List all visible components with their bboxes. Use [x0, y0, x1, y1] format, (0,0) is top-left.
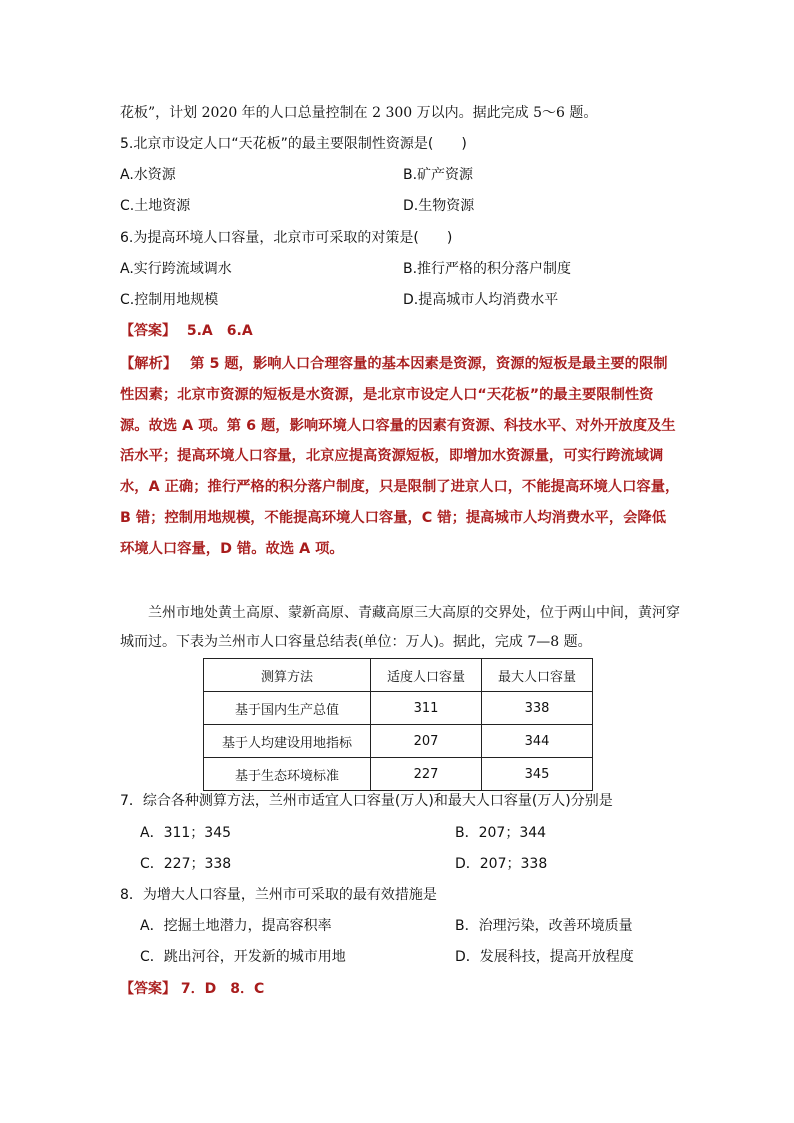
- q6-option-a: A.实行跨流域调水: [120, 261, 232, 277]
- table-row: [204, 758, 593, 791]
- q7-option-a: A．311；345: [140, 825, 232, 841]
- answer-text: 5.A 6.A: [186, 323, 253, 339]
- intro-continuation: 花板”，计划 2020 年的人口总量控制在 2 300 万以内。据此完成 5～6 题。: [120, 105, 598, 121]
- question-7-stem: 7．综合各种测算方法，兰州市适宜人口容量(万人)和最大人口容量(万人)分别是: [120, 793, 613, 809]
- q6-option-b: B.推行严格的积分落户制度: [403, 261, 572, 277]
- analysis-label: 【解析】: [120, 356, 178, 372]
- intro-2-line-1: 兰州市地处黄土高原、蒙新高原、青藏高原三大高原的交界处，位于两山中间，黄河穿: [148, 605, 680, 621]
- analysis-text: 第 5 题，影响人口合理容量的基本因素是资源，资源的短板是最主要的限制性因素；北京市资源的短板是水资源，是北京市设定人口“天花板”的最主要限制性资源。故选 A 项。第 6 题，影响环境人口容量的因素有资源、科技水平、对外开放度及生活水平；提高环境人口容量，北京应提高资源短板，即增加水资源量，可实行跨流域调水，A 正确；推行严格的积分落户制度，只是限制了进京人口，不能提高环境人口容量，B 错；控制用地规模，不能提高环境人口容量，C 错；提高城市人均消费水平，会降低环境人口容量，D 错。故选 A 项。: [120, 356, 680, 557]
- q8-option-a: A．挖掘土地潜力，提高容积率: [140, 918, 332, 934]
- answer-text: 7．D 8．C: [180, 981, 265, 997]
- table-cell: 227: [371, 758, 482, 791]
- table-cell: 基于国内生产总值: [204, 692, 371, 725]
- q7-option-c: C．227；338: [140, 856, 232, 872]
- table-cell: 344: [482, 725, 593, 758]
- q5-option-d: D.生物资源: [403, 198, 475, 214]
- question-6-stem: 6.为提高环境人口容量，北京市可采取的对策是( ): [120, 230, 453, 246]
- table-cell: 345: [482, 758, 593, 791]
- table-cell: 基于生态环境标准: [204, 758, 371, 791]
- answer-5-6: [120, 321, 253, 341]
- table-row: [204, 692, 593, 725]
- analysis-block: [120, 349, 680, 565]
- table-cell: 207: [371, 725, 482, 758]
- q5-option-b: B.矿产资源: [403, 167, 474, 183]
- table-header-cell: 测算方法: [204, 659, 371, 692]
- table-cell: 338: [482, 692, 593, 725]
- q5-option-c: C.土地资源: [120, 198, 191, 214]
- table-header-cell: 最大人口容量: [482, 659, 593, 692]
- table-row: [204, 725, 593, 758]
- q6-option-d: D.提高城市人均消费水平: [403, 292, 559, 308]
- q7-option-b: B．207；344: [455, 825, 547, 841]
- table-header-cell: 适度人口容量: [371, 659, 482, 692]
- q8-option-c: C．跳出河谷，开发新的城市用地: [140, 949, 346, 965]
- q8-option-b: B．治理污染，改善环境质量: [455, 918, 633, 934]
- intro-2-line-2: 城而过。下表为兰州市人口容量总结表(单位：万人)。据此，完成 7—8 题。: [120, 634, 592, 650]
- q5-option-a: A.水资源: [120, 167, 176, 183]
- table-header-row: [204, 659, 593, 692]
- table-cell: 基于人均建设用地指标: [204, 725, 371, 758]
- table-cell: 311: [371, 692, 482, 725]
- answer-label: 【答案】: [120, 981, 176, 997]
- answer-label: 【答案】: [120, 323, 176, 339]
- population-capacity-table: [203, 658, 593, 791]
- q8-option-d: D．发展科技，提高开放程度: [455, 949, 634, 965]
- question-8-stem: 8．为增大人口容量，兰州市可采取的最有效措施是: [120, 887, 437, 903]
- q7-option-d: D．207；338: [455, 856, 548, 872]
- answer-7-8: [120, 979, 264, 999]
- q6-option-c: C.控制用地规模: [120, 292, 219, 308]
- question-5-stem: 5.北京市设定人口“天花板”的最主要限制性资源是( ): [120, 136, 467, 152]
